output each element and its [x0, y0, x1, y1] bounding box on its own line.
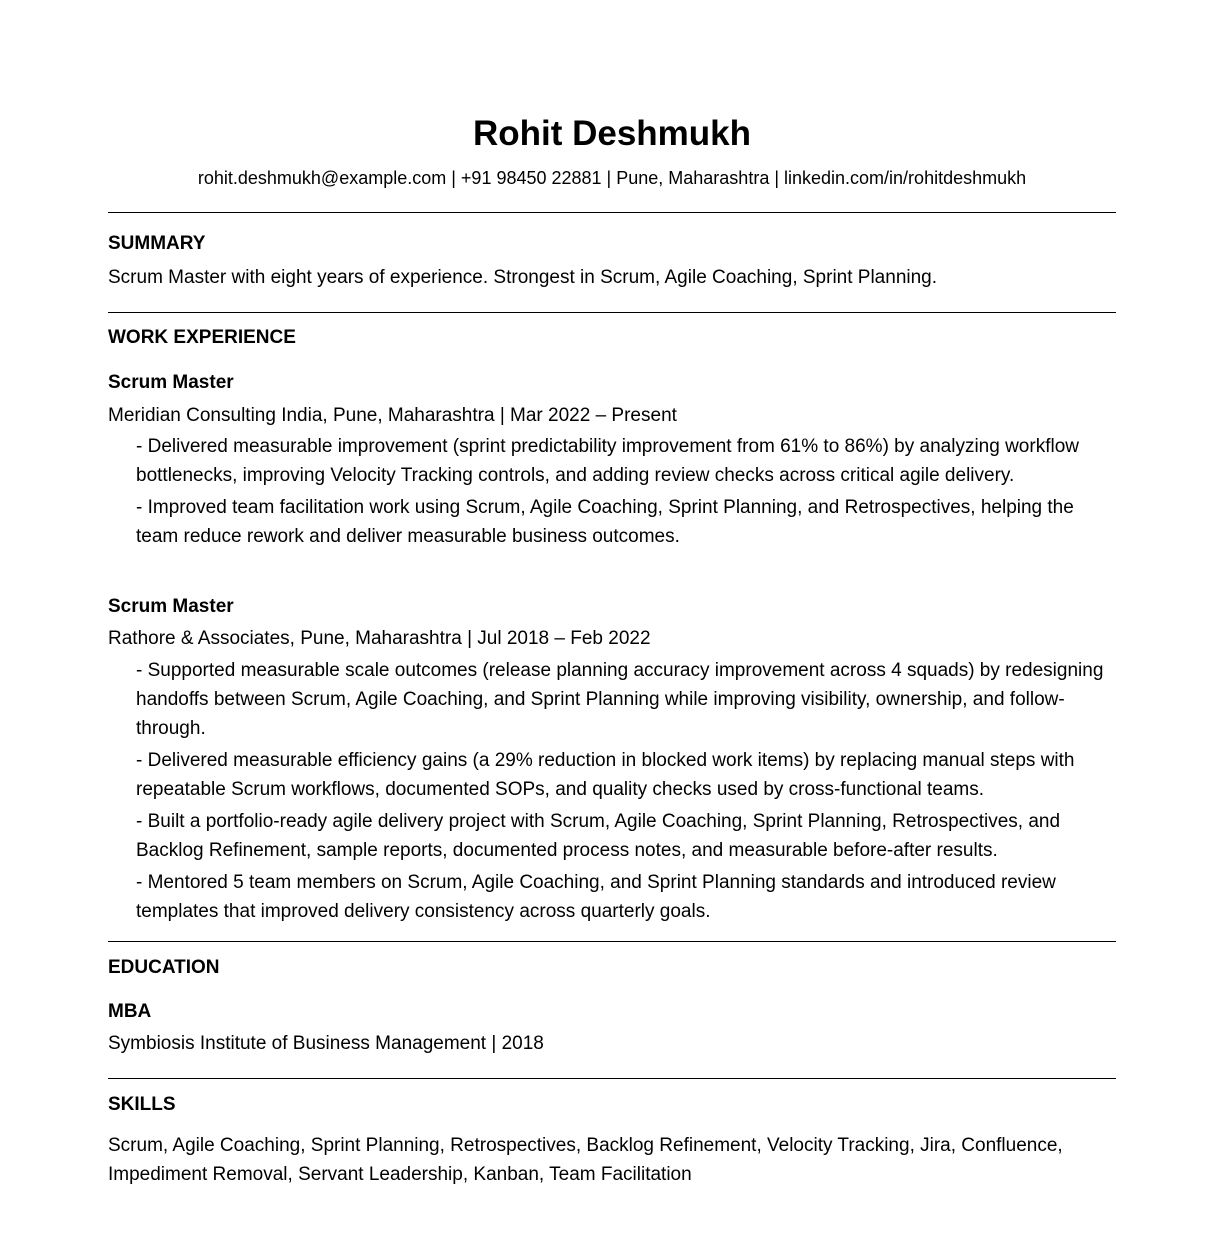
section-divider: [108, 1078, 1116, 1079]
skills-heading: SKILLS: [108, 1094, 176, 1115]
section-divider: [108, 312, 1116, 313]
job-title: Scrum Master: [108, 596, 234, 617]
job-bullets: [136, 656, 1121, 929]
education-heading: EDUCATION: [108, 957, 220, 978]
section-divider: [108, 212, 1116, 213]
job-bullet: - Mentored 5 team members on Scrum, Agile Coaching, and Sprint Planning standards and introduced review templates that improved delivery consistency across quarterly goals.: [136, 872, 1056, 922]
job-meta: Meridian Consulting India, Pune, Maharashtra | Mar 2022 – Present: [108, 405, 677, 426]
candidate-name: Rohit Deshmukh: [472, 114, 752, 153]
summary-heading: SUMMARY: [108, 233, 206, 254]
summary-text: Scrum Master with eight years of experience. Strongest in Scrum, Agile Coaching, Sprint Planning.: [108, 267, 938, 288]
experience-heading: WORK EXPERIENCE: [108, 327, 296, 348]
section-divider: [108, 941, 1116, 942]
job-bullets: [136, 432, 1121, 554]
job-bullet: - Built a portfolio-ready agile delivery project with Scrum, Agile Coaching, Sprint Planning, Retrospectives, and Backlog Refinement, sample reports, documented process notes, and measurable before-after results.: [136, 811, 1061, 861]
contact-line: rohit.deshmukh@example.com | +91 98450 22881 | Pune, Maharashtra | linkedin.com/in/rohitdeshmukh: [197, 168, 1027, 188]
job-bullet: - Supported measurable scale outcomes (release planning accuracy improvement across 4 squads) by redesigning handoffs between Scrum, Agile Coaching, and Sprint Planning while improving visibility, ownership, and follow-through.: [136, 660, 1104, 739]
job-bullet: - Improved team facilitation work using Scrum, Agile Coaching, Sprint Planning, and Retrospectives, helping the team reduce rework and deliver measurable business outcomes.: [136, 497, 1074, 547]
job-meta: Rathore & Associates, Pune, Maharashtra | Jul 2018 – Feb 2022: [108, 628, 651, 649]
job-bullet: - Delivered measurable improvement (sprint predictability improvement from 61% to 86%) by analyzing workflow bottlenecks, improving Velocity Tracking controls, and adding review checks across critical agile delivery.: [136, 436, 1079, 486]
skills-text: Scrum, Agile Coaching, Sprint Planning, Retrospectives, Backlog Refinement, Velocity Tracking, Jira, Confluence, Impediment Removal, Servant Leadership, Kanban, Team Facilitation: [108, 1135, 1063, 1185]
school-line: Symbiosis Institute of Business Management | 2018: [108, 1033, 544, 1054]
degree: MBA: [108, 1001, 152, 1022]
job-title: Scrum Master: [108, 372, 234, 393]
job-bullet: - Delivered measurable efficiency gains (a 29% reduction in blocked work items) by replacing manual steps with repeatable Scrum workflows, documented SOPs, and quality checks used by cross-functional teams.: [136, 750, 1075, 800]
